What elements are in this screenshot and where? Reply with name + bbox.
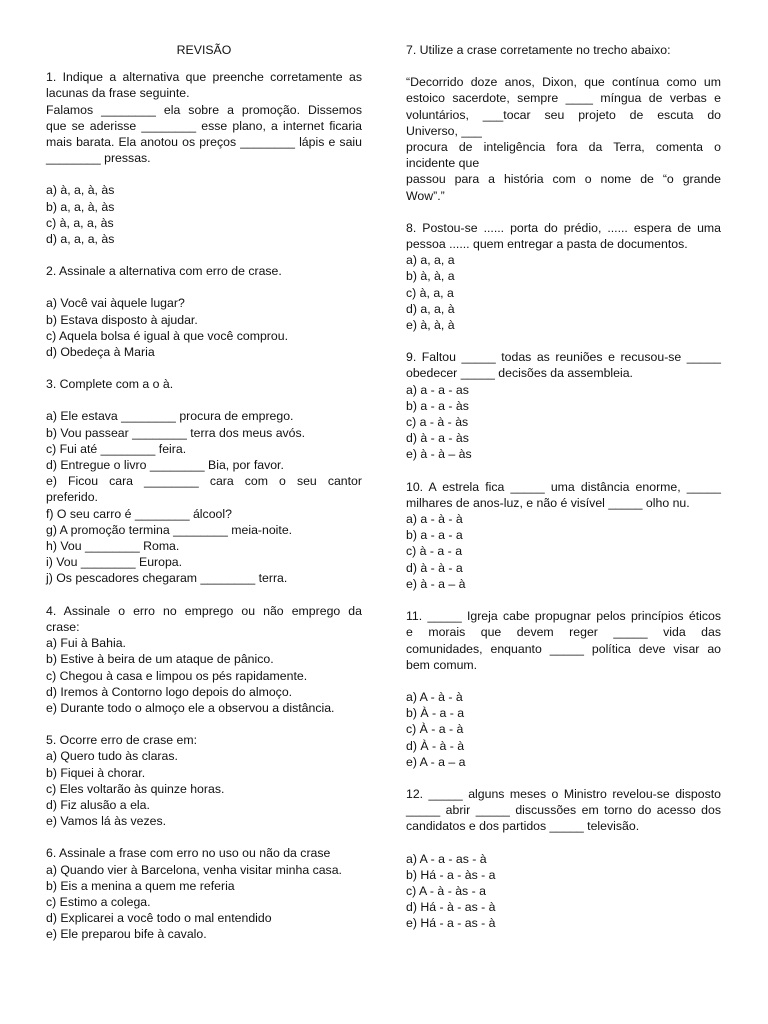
fill-item: g) A promoção termina ________ meia-noite.: [46, 522, 293, 537]
answer-option: b) Estava disposto à ajudar.: [46, 312, 198, 327]
question-stem: 12. _____ alguns meses o Ministro revelou-se disposto: [406, 786, 721, 801]
question-stem: 6. Assinale a frase com erro no uso ou não da crase: [46, 846, 331, 861]
answer-option: d) à - a - às: [406, 431, 469, 446]
question-12: [406, 786, 721, 932]
answer-option: b) Há - a - às - a: [406, 867, 496, 882]
question-11: [406, 608, 721, 770]
question-passage: “Decorrido doze anos, Dixon, que contínua como um: [406, 75, 721, 90]
answer-option: e) Durante todo o almoço ele a observou a distância.: [46, 700, 335, 715]
answer-option: d) à - à - a: [406, 560, 463, 575]
answer-option: a) a, a, a: [406, 253, 455, 268]
question-passage: voluntários, ___tocar seu projeto de escuta do: [406, 107, 721, 122]
answer-option: e) Vamos lá às vezes.: [46, 814, 167, 829]
question-7: [406, 42, 721, 204]
question-passage: que se aderisse ________ esse plano, a internet ficaria: [46, 118, 362, 133]
answer-option: a) Você vai àquele lugar?: [46, 296, 185, 311]
answer-option: c) À - a - à: [406, 722, 464, 737]
answer-option: a) Quando vier à Barcelona, venha visitar minha casa.: [46, 862, 342, 877]
question-passage: Falamos ________ ela sobre a promoção. Dissemos: [46, 102, 362, 117]
question-passage: procura de inteligência fora da Terra, comenta o: [406, 140, 721, 155]
answer-option: c) à, a, a, às: [46, 215, 114, 230]
answer-option: e) Ele preparou bife à cavalo.: [46, 927, 207, 942]
question-stem: candidatos e dos partidos _____ televisão.: [406, 819, 640, 834]
fill-item: j) Os pescadores chegaram ________ terra.: [46, 571, 288, 586]
answer-option: b) Estive à beira de um ataque de pânico.: [46, 652, 274, 667]
answer-option: c) a - à - às: [406, 415, 469, 430]
fill-item: f) O seu carro é ________ álcool?: [46, 506, 232, 521]
question-stem: _____ abrir _____ discussões em torno do acesso dos: [406, 803, 721, 818]
question-passage: estoico sacerdote, sempre ____ míngua de verbas e: [406, 91, 721, 106]
question-10: [406, 479, 721, 592]
question-stem: obedecer _____ decisões da assembleia.: [406, 366, 633, 381]
left-column: [46, 42, 362, 943]
answer-option: c) Estimo a colega.: [46, 894, 151, 909]
fill-item: c) Fui até ________ feira.: [46, 441, 187, 456]
answer-option: a) a - à - à: [406, 512, 463, 527]
answer-option: e) à, à, à: [406, 318, 455, 333]
question-stem: lacunas da frase seguinte.: [46, 86, 190, 101]
question-6: [46, 845, 362, 942]
answer-option: c) Eles voltarão às quinze horas.: [46, 781, 225, 796]
answer-option: a) Quero tudo às claras.: [46, 749, 178, 764]
answer-option: a) a - a - as: [406, 382, 469, 397]
answer-option: a) A - à - à: [406, 689, 463, 704]
right-column: [406, 42, 721, 932]
answer-option: b) a - a - a: [406, 528, 463, 543]
question-stem: 9. Faltou _____ todas as reuniões e recusou-se _____: [406, 350, 721, 365]
answer-option: d) Iremos à Contorno logo depois do almoço.: [46, 684, 293, 699]
answer-option: a) à, a, à, às: [46, 183, 115, 198]
question-stem: 8. Postou-se ...... porta do prédio, ...... espera de uma: [406, 220, 721, 235]
answer-option: d) Fiz alusão a ela.: [46, 797, 150, 812]
answer-option: c) Chegou à casa e limpou os pés rapidamente.: [46, 668, 308, 683]
fill-item: b) Vou passear ________ terra dos meus avós.: [46, 425, 306, 440]
question-stem: 11. _____ Igreja cabe propugnar pelos princípios éticos: [406, 609, 721, 624]
question-3: [46, 376, 362, 586]
answer-option: e) A - a – a: [406, 754, 466, 769]
answer-option: d) Há - à - as - à: [406, 900, 496, 915]
answer-option: d) Explicarei a você todo o mal entendido: [46, 911, 272, 926]
answer-option: b) a - a - às: [406, 398, 469, 413]
question-stem: 2. Assinale a alternativa com erro de crase.: [46, 264, 282, 279]
answer-option: b) À - a - a: [406, 706, 465, 721]
question-stem: milhares de anos-luz, e não é visível _____ olho nu.: [406, 495, 690, 510]
answer-option: d) a, a, à: [406, 301, 455, 316]
question-passage: Wow”.”: [406, 188, 445, 203]
question-stem: crase:: [46, 619, 80, 634]
question-stem: 10. A estrela fica _____ uma distância enorme, _____: [406, 479, 721, 494]
answer-option: c) à - a - a: [406, 544, 463, 559]
question-stem: comunidades, enquanto _____ política deve visar ao: [406, 641, 721, 656]
question-stem: 4. Assinale o erro no emprego ou não emprego da: [46, 603, 362, 618]
question-stem: e morais que devem reger _____ vida das: [406, 625, 721, 640]
question-8: [406, 220, 721, 333]
answer-option: c) Aquela bolsa é igual à que você comprou.: [46, 328, 288, 343]
answer-option: e) à - à – às: [406, 447, 472, 462]
answer-option: d) À - à - à: [406, 738, 465, 753]
question-passage: ________ pressas.: [46, 151, 151, 166]
fill-item: e) Ficou cara ________ cara com o seu cantor: [46, 474, 362, 489]
question-stem: 1. Indique a alternativa que preenche corretamente as: [46, 70, 362, 85]
fill-item: i) Vou ________ Europa.: [46, 555, 183, 570]
question-stem: 5. Ocorre erro de crase em:: [46, 733, 198, 748]
question-passage: Universo, ___: [406, 123, 482, 138]
page-title: REVISÃO: [176, 43, 232, 57]
answer-option: b) Fiquei à chorar.: [46, 765, 146, 780]
fill-item: d) Entregue o livro ________ Bia, por favor.: [46, 458, 284, 473]
question-stem: 7. Utilize a crase corretamente no trecho abaixo:: [406, 43, 671, 57]
answer-option: a) Fui à Bahia.: [46, 636, 126, 651]
answer-option: e) à - a – à: [406, 576, 466, 591]
question-stem: 3. Complete com a o à.: [46, 377, 174, 392]
question-stem: bem comum.: [406, 657, 478, 672]
answer-option: e) Há - a - as - à: [406, 916, 496, 931]
question-passage: incidente que: [406, 156, 480, 171]
fill-item: preferido.: [46, 490, 98, 505]
fill-item: a) Ele estava ________ procura de emprego.: [46, 409, 294, 424]
answer-option: a) A - a - as - à: [406, 851, 487, 866]
answer-option: b) a, a, à, às: [46, 199, 115, 214]
question-9: [406, 349, 721, 462]
question-5: [46, 732, 362, 829]
question-stem: pessoa ...... quem entregar a pasta de documentos.: [406, 237, 688, 252]
answer-option: c) à, a, a: [406, 285, 454, 300]
answer-option: c) A - à - às - a: [406, 883, 486, 898]
question-2: [46, 263, 362, 360]
answer-option: b) Eis a menina a quem me referia: [46, 878, 235, 893]
question-1: [46, 69, 362, 247]
answer-option: d) a, a, a, às: [46, 232, 115, 247]
answer-option: d) Obedeça à Maria: [46, 345, 155, 360]
question-passage: passou para a história com o nome de “o grande: [406, 172, 721, 187]
fill-item: h) Vou ________ Roma.: [46, 539, 180, 554]
question-passage: mais barata. Ela anotou os preços ________ lápis e saiu: [46, 135, 362, 150]
question-4: [46, 603, 362, 716]
answer-option: b) à, à, a: [406, 269, 455, 284]
